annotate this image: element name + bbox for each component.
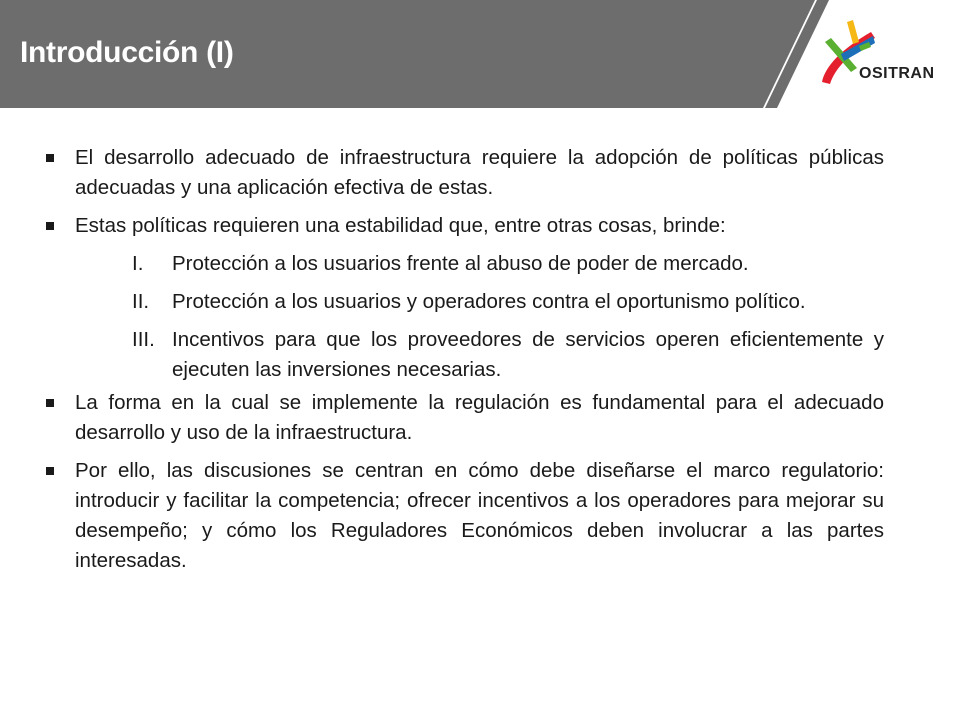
numbered-subitem <box>46 325 884 385</box>
bullet-item <box>46 388 884 448</box>
square-bullet-icon <box>46 467 54 475</box>
square-bullet-icon <box>46 399 54 407</box>
slide-header <box>0 0 960 108</box>
bullet-text: Por ello, las discusiones se centran en cómo debe diseñarse el marco regulatorio: introducir y facilitar la competencia; ofrecer incentivos a los operadores para mejorar su desempeño; y cómo los Reguladores Económicos deben involucrar a las partes interesadas. <box>75 459 884 572</box>
subitem-number: III. <box>132 328 155 351</box>
square-bullet-icon <box>46 222 54 230</box>
bullet-text: El desarrollo adecuado de infraestructura requiere la adopción de políticas públicas adecuadas y una aplicación efectiva de estas. <box>75 146 884 199</box>
subitem-text: Incentivos para que los proveedores de servicios operen eficientemente y ejecuten las inversiones necesarias. <box>172 328 884 381</box>
square-bullet-icon <box>46 154 54 162</box>
subitem-number: I. <box>132 252 144 275</box>
numbered-subitem <box>46 249 884 279</box>
bullet-text: La forma en la cual se implemente la regulación es fundamental para el adecuado desarrollo y uso de la infraestructura. <box>75 391 884 444</box>
slide-body <box>46 143 884 584</box>
bullet-item <box>46 143 884 203</box>
numbered-subitem <box>46 287 884 317</box>
subitem-text: Protección a los usuarios y operadores contra el oportunismo político. <box>172 290 806 313</box>
subitem-text: Protección a los usuarios frente al abuso de poder de mercado. <box>172 252 749 275</box>
bullet-text: Estas políticas requieren una estabilidad que, entre otras cosas, brinde: <box>75 214 726 237</box>
bullet-item <box>46 456 884 576</box>
slide-title: Introducción (I) <box>20 36 234 69</box>
bullet-item <box>46 211 884 241</box>
ositran-logo <box>813 16 937 98</box>
ositran-logo-text: OSITRAN <box>859 65 935 82</box>
subitem-number: II. <box>132 290 150 313</box>
ositran-logo-mark-icon <box>813 16 937 98</box>
